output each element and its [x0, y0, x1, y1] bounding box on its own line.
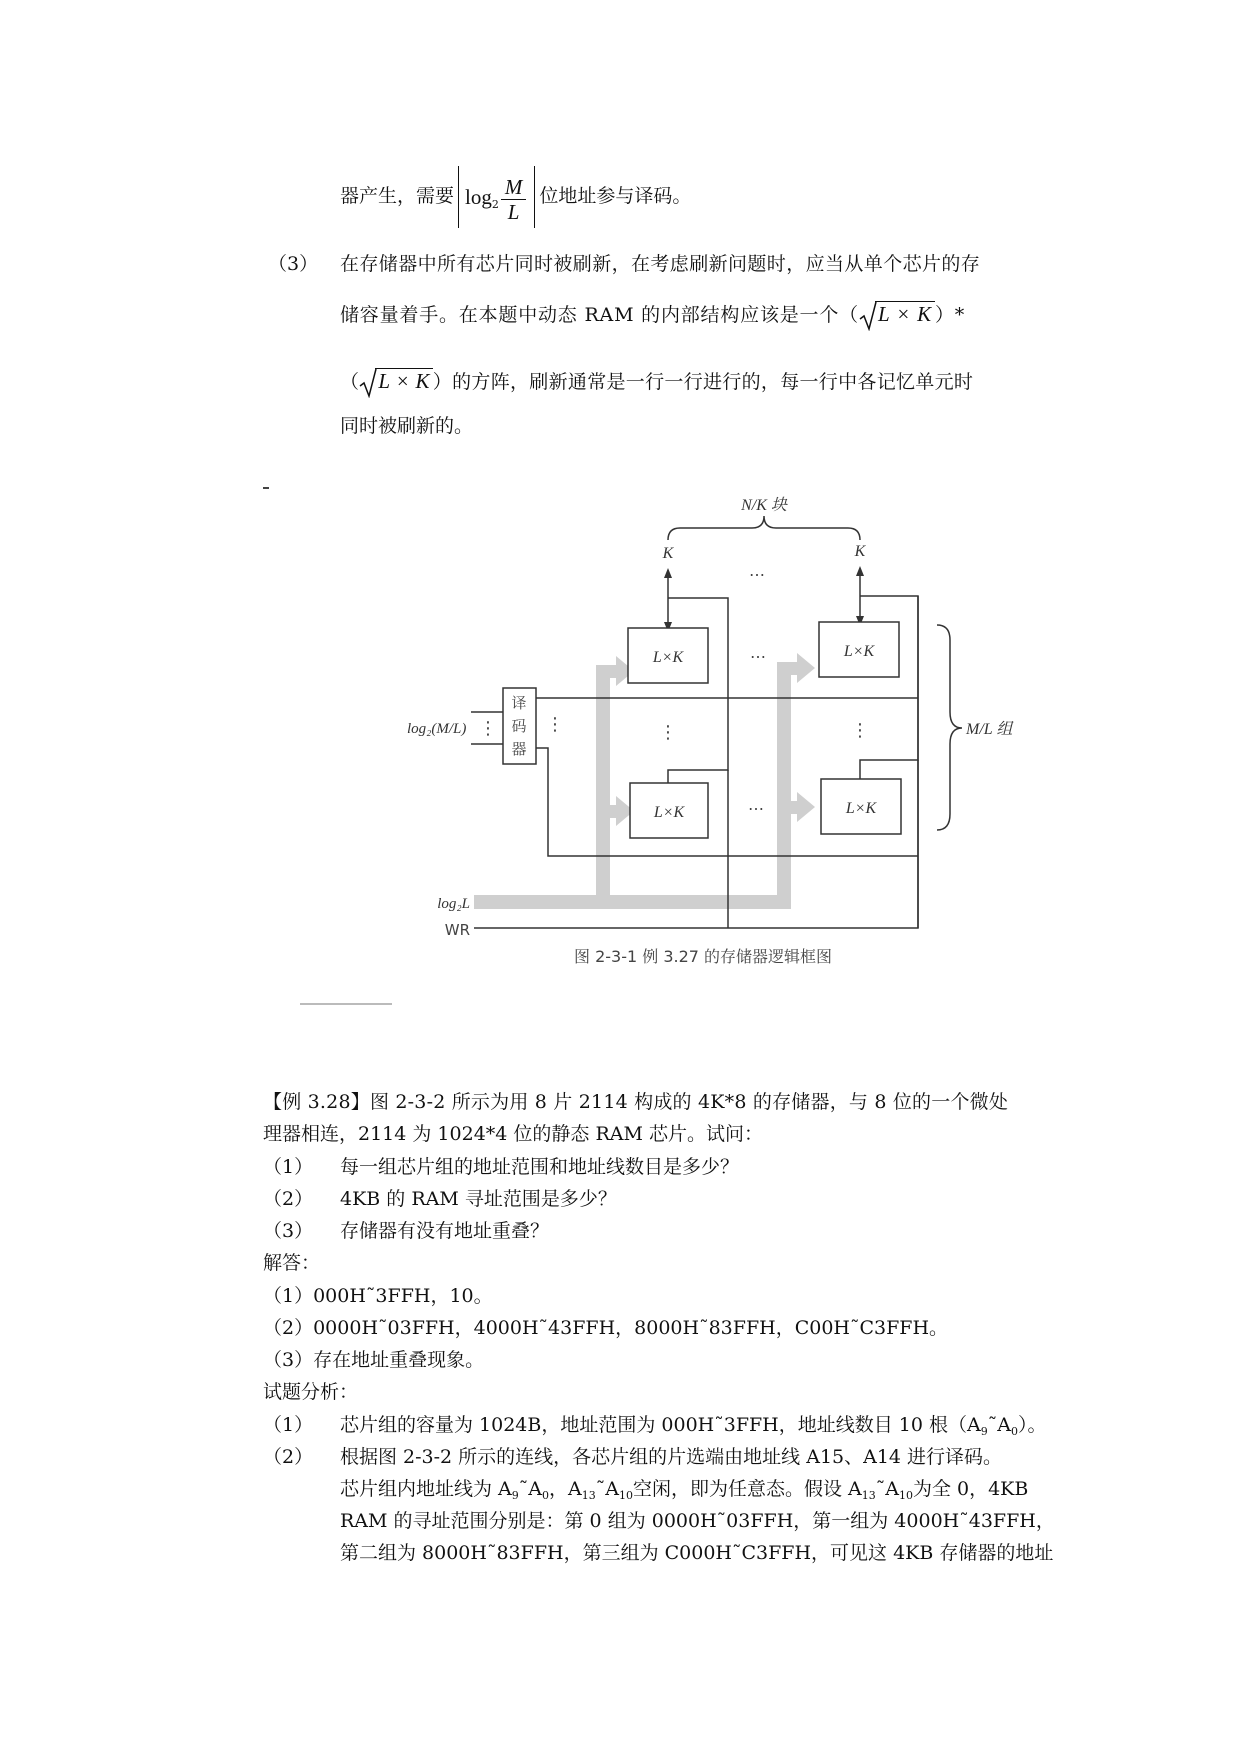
a2-seg-e: 空闲，即为任意态。假设 A	[632, 1478, 862, 1500]
question-3-text: 存储器有没有地址重叠？	[340, 1220, 550, 1242]
a2-seg-a: 芯片组内地址线为 A	[340, 1478, 512, 1500]
decoder-input-label: log₂(M/L)	[407, 721, 467, 737]
nk-label: N/K 块	[741, 497, 787, 514]
decoder-char-1: 译	[511, 694, 527, 712]
cell-label-3: L×K	[653, 804, 685, 821]
example-intro-line2: 理器相连，2114 为 1024*4 位的静态 RAM 芯片。试问：	[263, 1123, 763, 1145]
analysis-2-number: （2）	[263, 1446, 314, 1468]
item3-line2-prefix: 储容量着手。在本题中动态 RAM 的内部结构应该是一个（	[340, 304, 859, 326]
analysis-1-post: ）。	[1017, 1414, 1047, 1436]
decoder-char-3: 器	[511, 740, 527, 758]
item3-line1: 在存储器中所有芯片同时被刷新，在考虑刷新问题时，应当从单个芯片的存	[340, 253, 981, 275]
question-2-text: 4KB 的 RAM 寻址范围是多少？	[340, 1188, 617, 1210]
fraction-numerator: M	[501, 175, 527, 200]
ml-label: M/L 组	[966, 721, 1013, 738]
fraction-denominator: L	[507, 199, 520, 224]
answer-3: （3）存在地址重叠现象。	[263, 1349, 485, 1371]
decoder-char-2: 码	[511, 717, 527, 735]
a2-seg-g: 为全 0，4KB	[912, 1478, 1029, 1500]
answer-2: （2）0000H˜03FFH，4000H˜43FFH，8000H˜83FFH，C00H˜C3FFH。	[263, 1317, 949, 1339]
log-subscript: 2	[491, 198, 499, 211]
analysis-1-mid: ˜A	[987, 1414, 1011, 1436]
item3-line3-suffix: ）的方阵，刷新通常是一行一行进行的，每一行中各记忆单元时	[432, 371, 974, 393]
input-vdots: ⋮	[479, 718, 497, 739]
col1-vdots: ⋮	[659, 722, 677, 743]
cell-label-1: L×K	[652, 649, 684, 666]
answer-heading: 解答：	[263, 1252, 321, 1274]
ml-brace	[937, 625, 962, 830]
example-title: 【例 3.28】	[263, 1091, 370, 1113]
a2-sub-4: 10	[618, 1489, 633, 1502]
col2-vdots: ⋮	[851, 720, 869, 741]
analysis-1-pre: 芯片组的容量为 1024B，地址范围为 000H˜3FFH，地址线数目 10 根（A	[340, 1414, 981, 1436]
analysis-2-line1: 根据图 2-3-2 所示的连线，各芯片组的片选端由地址线 A15、A14 进行译码。	[340, 1446, 1003, 1468]
row1-ellipsis: …	[750, 643, 766, 662]
line1-prefix: 器产生，需要	[340, 185, 455, 207]
item3-line4: 同时被刷新的。	[340, 415, 474, 437]
question-1-text: 每一组芯片组的地址范围和地址线数目是多少？	[340, 1156, 740, 1178]
analysis-2-line3: RAM 的寻址范围分别是：第 0 组为 0000H˜03FFH，第一组为 4000H˜43FFH，	[340, 1510, 1055, 1532]
analysis-2-line4: 第二组为 8000H˜83FFH，第三组为 C000H˜C3FFH，可见这 4KB 存储器的地址	[340, 1542, 1054, 1564]
log-text: log	[465, 185, 492, 209]
item3-line2-suffix: ）*	[934, 304, 966, 326]
top-ellipsis: …	[749, 561, 765, 580]
example-intro-line1	[263, 1093, 1008, 1112]
intro-text-1: 图 2-3-2 所示为用 8 片 2114 构成的 4K*8 的存储器，与 8 位的一个微处	[369, 1091, 1009, 1113]
k-label-left: K	[662, 545, 674, 562]
question-3-number: （3）	[263, 1220, 314, 1242]
answer-1: （1）000H˜3FFH，10。	[263, 1285, 493, 1307]
nk-bracket	[668, 516, 860, 540]
sqrt-radicand: L × K	[875, 301, 935, 326]
a2-seg-c: ，A	[549, 1478, 582, 1500]
k-label-right: K	[854, 543, 866, 560]
figure-caption: 图 2-3-1 例 3.27 的存储器逻辑框图	[574, 947, 833, 966]
a2-seg-b: ˜A	[518, 1478, 542, 1500]
cell-label-2: L×K	[843, 643, 875, 660]
a2-seg-d: ˜A	[595, 1478, 619, 1500]
analysis-2-line2	[340, 1480, 1028, 1505]
log2l-label: log₂L	[437, 896, 470, 912]
a2-sub-5: 13	[861, 1489, 876, 1502]
row2-ellipsis: …	[748, 795, 764, 814]
question-2-number: （2）	[263, 1188, 314, 1210]
line1-suffix: 位地址参与译码。	[539, 185, 692, 207]
question-1-number: （1）	[263, 1156, 314, 1178]
wr-label: WR	[444, 921, 470, 939]
analysis-1-text	[340, 1416, 1046, 1441]
analysis-heading: 试题分析：	[263, 1381, 359, 1403]
a2-sub-6: 10	[898, 1489, 913, 1502]
a2-sub-1: 9	[511, 1489, 519, 1502]
a2-seg-f: ˜A	[875, 1478, 899, 1500]
analysis-1-sub-a9: 9	[980, 1425, 988, 1438]
sqrt-radicand-2: L × K	[375, 368, 432, 393]
decoder-vdots: ⋮	[546, 714, 564, 735]
a2-sub-2: 0	[542, 1489, 549, 1502]
a2-sub-3: 13	[581, 1489, 596, 1502]
item3-line3-prefix: （	[340, 371, 360, 393]
cell-label-4: L×K	[845, 800, 877, 817]
analysis-1-sub-a0: 0	[1010, 1425, 1018, 1438]
analysis-1-number: （1）	[263, 1414, 314, 1436]
item3-number: （3）	[268, 253, 319, 275]
